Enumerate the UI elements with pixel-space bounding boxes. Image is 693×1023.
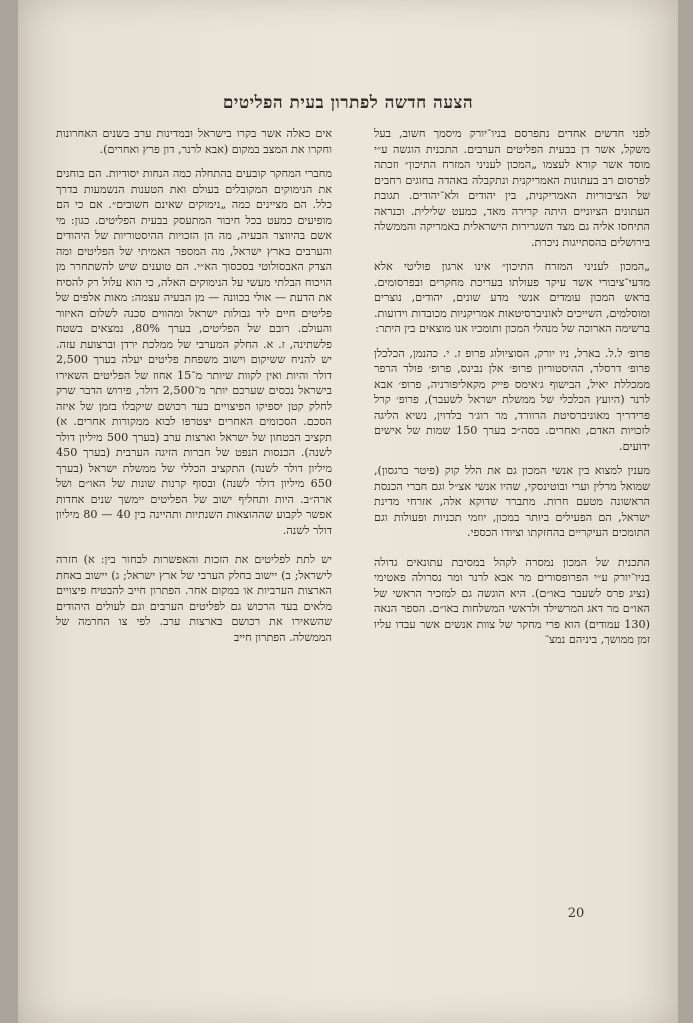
- paragraph: מחברי המחקר קובעים בהתחלה כמה הנחות יסודיות. הם בוחנים את הנימוקים המקובלים בעולם ואת הטענות הנשמעות בדרך כלל. הם מציינים כמה „נימוקים שאינם חשובים״. אם כי הם מופיעים כמעט בכל חיבור המתעסק בבעית הפליטים. כגון: מי אשם בהיווצר הבעיה, מה הן הזכויות ההיסטוריות של היהודים והערבים בארץ ישראל, מה המספר האמיתי של הפליטים ומה הצדק האבסולוטי בסכסוך הא״י. הם טוענים שיש להשתחרר מן הויכוח הבלתי מעשי על הנימוקים האלה, כי הוא עלול רק להסיח את הדעת — אולי בכוונה — מן הבעיה עצמה: מאות אלפים של פליטים חיים ליד גבולות ישראל ומהווים סכנה לשלום האיזור והעולם. רובם של הפליטים, בערך 80%, נמצאים בשטח פלשתינה, ז. א. החלק המערבי של ממלכת ירדן וברצועת עזה. יש להניח ששיקום וישוב משפחת פליטים יעלה בערך 2,500 דולר והיות ואין לקוות שיותר מ־15 אחוז של הפליטים השאירו בישראל נכסים שערכם יותר מ־2,500 דולר, פירוש הדבר שרק לחלק קטן יספיקו הפיצויים בעד רכושם שיקבלו בזמן של איזה הסכם. הסכומים האחרים יצטרפו לבוא ממקורות אחרים. א) תקציב הבטחון של ישראל וארצות ערב (בערך 500 מיליון דולר לשנה). הכנסות הנפט של חברות הזיגה הערבית (בערך 450 מיליון דולר לשנה) התקציב הכללי של ממשלת ישראל (בערך 650 מיליון דולר לשנה) ובסוף קרנות שונות של האו״ם ושל ארה״ב. היות ותחליף ישוב של הפליטים יימשך שנים אחדות אפשר לקבוע שההוצאות השנתיות ותהיינה בין 40 — 80 מיליון דולר לשנה.: [56, 167, 332, 537]
- left-column: [56, 126, 332, 654]
- right-column: [374, 126, 650, 657]
- paragraph: יש לתת לפליטים את הזכות והאפשרות לבחור בין: א) חזרה לישראל; ב) יישוב בחלק הערבי של ארץ ישראל; ג) יישוב באחת הארצות הערביות או במקום אחר. הפתרון חייב להבטיח פיצויים מלאים בעד הרכוש גם לפליטים הערבים וגם לעולים היהודים שהשאירו את רכושם בארצות ערב. לפי צו החרמה של הממשלה. הפתרון חייב: [56, 553, 332, 644]
- page-number: 20: [567, 906, 585, 921]
- paragraph: מענין למצוא בין אנשי המכון גם את הלל קוק (פיטר ברגסון), שמואל מרלין וערי ובוטינסקי, שהיו אנשי אצ״ל וגם חברי הכנסת הראשונה מטעם חרות. מתברר שדוקא אלה, אזרחי מדינת ישראל, הם הפעילים ביותר במכון, יוזמי תכניות ופעולות וגם התומכים העיקריים בהחזקתו וציודו הכספי.: [374, 464, 650, 539]
- paragraph: התכנית של המכון נמסרה לקהל במסיבת עתונאים גדולה בניו־יורק ע״י הפרופסורים מר אבא לרנר ומר נסרולה פאטימי (נציג פרס לשעבר באו״ם). היא הוגשה גם למזכיר הראשי של האו״ם מר דאג המרשילד ולראשי המשלחות באו״ם. הספר הנאה (130 עמודים) הוא פרי מחקר של צוות אנשים אשר עבדו עליו זמן ממושך, ביניהם נמצ־: [374, 555, 650, 646]
- document-page: [18, 0, 678, 1023]
- article-title: הצעה חדשה לפתרון בעית הפליטים: [222, 93, 474, 113]
- paragraph: אים כאלה אשר בקרו בישראל ובמדינות ערב בשנים האחרונות וחקרו את המצב במקום (אבא לרנר, דון פרץ ואחרים).: [56, 127, 332, 156]
- paragraph: פרופ׳ ל.ל. בארל, ניו יורק, הסוציולוג פרופ ז. י. כהנמן, הכלכלן פרופ׳ דרסלר, ההיסטוריון פרופ׳ אלן נבינס, פרופ׳ פולר הרפר ממכללת יאיל, הבישוף ג׳אימס פייק מקאליפורניה, פרופ׳ אבא לרנר (היועץ הכלכלי של ממשלת ישראל לשעבר), פרופ׳ קרל פרידריך מאוניברסיטת הרוורד, מר רוג׳ר בלדוין, נשיא הליגה לזכויות האדם, ואחרים. בסה״כ בערך 150 שמות של אישים ידועים.: [374, 346, 651, 453]
- paragraph: „המכון לעניני המזרח התיכון״ אינו ארגון פוליטי אלא מדעי־ציבורי אשר עיקר פעולתו בעריכת מחקרים ובפרסומים. בראש המכון עומדים אנשי מדע שונים, יהודים, נוצרים ומוסלמים, השייכים לאוניברסיטאות אמריקניות מכובדות וידועות. ברשימה הארוכה של מנהלי המכון ותומכיו אנו מוצאים בין היתר:: [374, 260, 650, 335]
- paragraph: לפני חדשים אחדים נתפרסם בניו־יורק מיסמך חשוב, בעל משקל, אשר דן בבעית הפליטים הערבים. התכנית הוגשה ע״י מוסד אשר קורא לעצמו „המכון לעניני המזרח התיכון״ וזכתה לפרסום רב בעתונות האמריקנית ונתקבלה באהדה בחוגים רחבים של הציבוריות האמריקנית, בין יהודים ולא־יהודים. תגובת העתונים הציוניים היתה קרירה מאד, כמעט שלילית. וכנראה התיחסו אליה גם מצד השגרירות הישראלית באמריקה והממשלה בירושלים בהסתייגות ניכרת.: [374, 127, 650, 249]
